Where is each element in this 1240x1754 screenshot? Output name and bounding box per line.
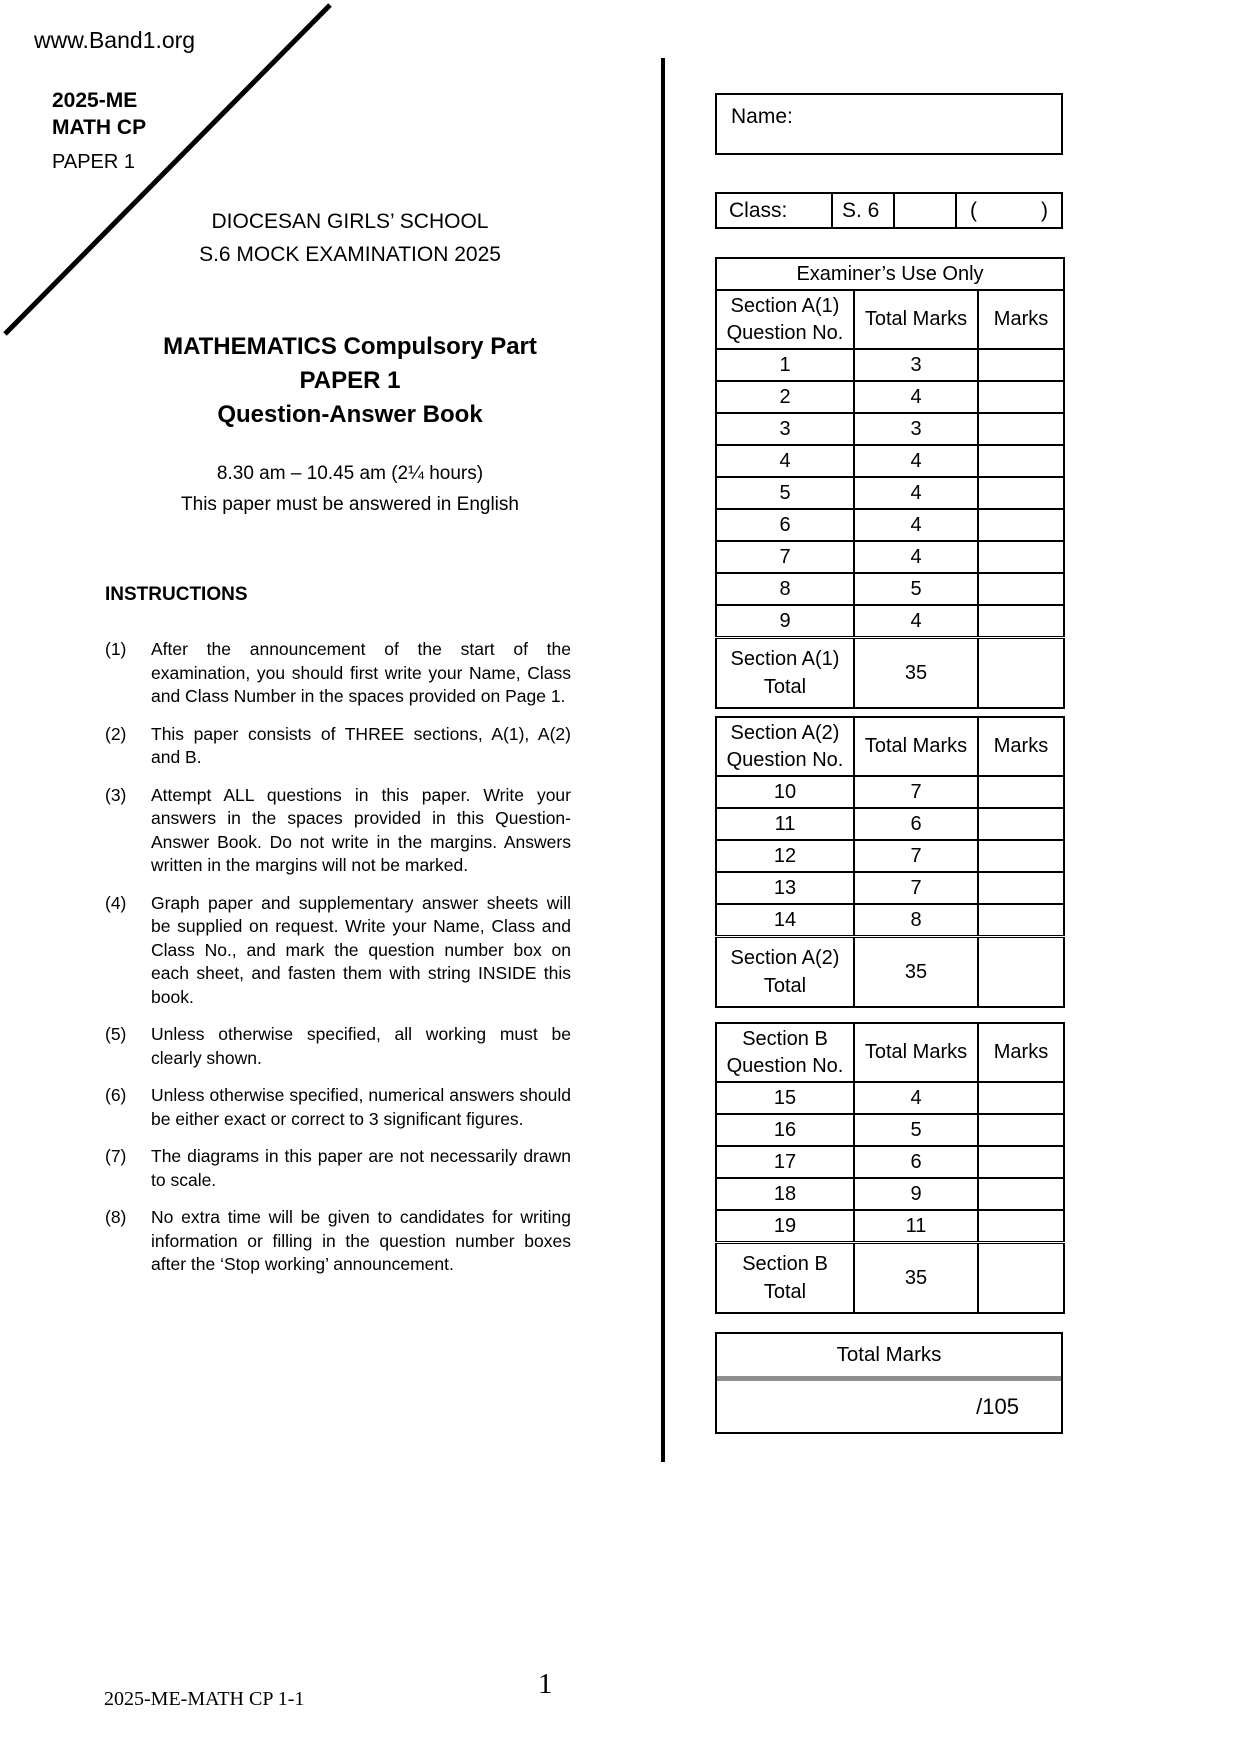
instruction-text: Unless otherwise specified, all working must be clearly shown.: [151, 1024, 571, 1068]
table-row: 18 9: [716, 1178, 1064, 1210]
table-row: 13 7: [716, 872, 1064, 904]
table-row: 8 5: [716, 573, 1064, 605]
marks-cell[interactable]: [978, 1178, 1064, 1210]
section-a1-total-label: Section A(1) Total: [716, 638, 854, 709]
table-row: 3 3: [716, 413, 1064, 445]
examiner-table-section-b: [715, 1022, 1065, 1314]
instruction-text: Unless otherwise specified, numerical answers should be either exact or correct to 3 significant figures.: [151, 1085, 571, 1129]
instruction-item-6: [105, 1084, 571, 1131]
instruction-item-1: [105, 638, 571, 709]
grand-total-box: [715, 1332, 1063, 1434]
section-a2-total-label: Section A(2) Total: [716, 937, 854, 1008]
section-b-total-value: 35: [854, 1243, 978, 1314]
exam-name: S.6 MOCK EXAMINATION 2025: [199, 243, 501, 266]
instruction-number: (4): [105, 892, 127, 913]
table-row: 14 8: [716, 904, 1064, 937]
table-row: 10 7: [716, 776, 1064, 808]
instructions-heading: INSTRUCTIONS: [105, 584, 248, 605]
column-divider-line: [661, 58, 665, 1462]
school-block: [90, 205, 610, 271]
instruction-number: (3): [105, 784, 127, 805]
exam-time: 8.30 am – 10.45 am (2¼ hours): [216, 463, 484, 484]
instruction-text: Graph paper and supplementary answer sheets will be supplied on request. Write your Name, Class and Class No., and mark the question number box on each sheet, and fasten them with string INSIDE this book.: [151, 892, 571, 1007]
table-row: 17 6: [716, 1146, 1064, 1178]
footer-page-number: 1: [538, 1668, 553, 1700]
table-row: 1 3: [716, 349, 1064, 381]
grand-total-label: Total Marks: [836, 1343, 942, 1366]
footer-paper-code: 2025-ME-MATH CP 1-1: [104, 1688, 305, 1710]
instruction-number: (8): [105, 1207, 127, 1227]
class-row: [715, 192, 1063, 229]
paper-title-line3: Question-Answer Book: [217, 401, 483, 428]
section-b-total-row: [716, 1243, 1064, 1314]
marks-cell[interactable]: [978, 776, 1064, 808]
section-a1-header: Section A(1) Question No.: [716, 290, 854, 349]
class-letter-field[interactable]: [893, 194, 955, 227]
total-marks-header: Total Marks: [854, 290, 978, 349]
grand-total-value[interactable]: /105: [976, 1393, 1019, 1419]
instruction-item-8: [105, 1206, 571, 1277]
instruction-number: (7): [105, 1146, 127, 1166]
instruction-text: This paper consists of THREE sections, A(1), A(2) and B.: [151, 723, 571, 767]
section-a1-total-row: [716, 638, 1064, 709]
marks-cell[interactable]: [978, 1114, 1064, 1146]
paper-title-block: [90, 330, 610, 432]
name-label: Name:: [731, 105, 793, 128]
table-row: 4 4: [716, 445, 1064, 477]
marks-cell[interactable]: [978, 573, 1064, 605]
marks-header: Marks: [978, 717, 1064, 776]
examiner-table-section-a1: [715, 257, 1065, 709]
table-row: 11 6: [716, 808, 1064, 840]
paper-title-line1: MATHEMATICS Compulsory Part: [163, 333, 537, 360]
marks-header: Marks: [978, 290, 1064, 349]
examiner-table-section-a2: [715, 716, 1065, 1008]
total-marks-header: Total Marks: [854, 1023, 978, 1082]
table-row: 9 4: [716, 605, 1064, 638]
paren-open: (: [970, 198, 977, 222]
name-input-area[interactable]: [715, 93, 1063, 155]
class-label: Class:: [729, 198, 788, 222]
examiner-use-only-title: Examiner’s Use Only: [716, 258, 1064, 290]
instruction-item-7: [105, 1145, 571, 1192]
section-a1-total-value: 35: [854, 638, 978, 709]
marks-header: Marks: [978, 1023, 1064, 1082]
table-row: 6 4: [716, 509, 1064, 541]
section-b-header: Section B Question No.: [716, 1023, 854, 1082]
marks-cell[interactable]: [978, 1146, 1064, 1178]
instruction-item-2: [105, 723, 571, 770]
marks-cell[interactable]: [978, 872, 1064, 904]
instruction-number: (6): [105, 1085, 127, 1105]
table-row: 7 4: [716, 541, 1064, 573]
marks-cell[interactable]: [978, 1082, 1064, 1114]
table-row: 16 5: [716, 1114, 1064, 1146]
marks-cell[interactable]: [978, 1243, 1064, 1314]
marks-cell[interactable]: [978, 937, 1064, 1008]
marks-cell[interactable]: [978, 413, 1064, 445]
instruction-number: (5): [105, 1024, 127, 1044]
marks-cell[interactable]: [978, 904, 1064, 937]
marks-cell[interactable]: [978, 445, 1064, 477]
paper-code-line1: 2025-ME: [52, 89, 138, 112]
instruction-item-3: [105, 784, 571, 878]
instruction-text: Attempt ALL questions in this paper. Write your answers in the spaces provided in this Question-Answer Book. Do not write in the margins. Answers written in the margins will not be marked.: [151, 784, 571, 875]
table-row: 19 11: [716, 1210, 1064, 1243]
marks-cell[interactable]: [978, 477, 1064, 509]
marks-cell[interactable]: [978, 638, 1064, 709]
instruction-text: After the announcement of the start of the examination, you should first write your Name, Class and Class Number in the spaces provided on Page 1.: [151, 639, 571, 706]
paper-code-line2: MATH CP: [52, 116, 147, 139]
instruction-number: (2): [105, 723, 127, 744]
school-name: DIOCESAN GIRLS’ SCHOOL: [211, 210, 489, 233]
total-marks-header: Total Marks: [854, 717, 978, 776]
paper-number-label: PAPER 1: [52, 151, 135, 173]
table-row: 5 4: [716, 477, 1064, 509]
marks-cell[interactable]: [978, 381, 1064, 413]
instruction-item-4: [105, 892, 571, 1010]
table-row: 12 7: [716, 840, 1064, 872]
instruction-text: The diagrams in this paper are not necessarily drawn to scale.: [151, 1146, 571, 1190]
section-b-total-label: Section B Total: [716, 1243, 854, 1314]
table-row: 2 4: [716, 381, 1064, 413]
language-note: This paper must be answered in English: [181, 494, 519, 515]
marks-cell[interactable]: [978, 605, 1064, 638]
marks-cell[interactable]: [978, 349, 1064, 381]
paren-close: ): [1041, 198, 1048, 222]
marks-cell[interactable]: [978, 1210, 1064, 1243]
marks-cell[interactable]: [978, 808, 1064, 840]
website-watermark: www.Band1.org: [34, 27, 196, 53]
paper-code-block: [52, 87, 146, 141]
section-a2-total-value: 35: [854, 937, 978, 1008]
marks-cell[interactable]: [978, 541, 1064, 573]
class-number-field[interactable]: [955, 194, 1061, 227]
section-a2-total-row: [716, 937, 1064, 1008]
table-row: 15 4: [716, 1082, 1064, 1114]
instruction-text: No extra time will be given to candidates for writing information or filling in the question number boxes after the ‘Stop working’ announcement.: [151, 1207, 571, 1274]
class-value: S. 6: [831, 194, 893, 227]
marks-cell[interactable]: [978, 840, 1064, 872]
section-a2-header: Section A(2) Question No.: [716, 717, 854, 776]
instructions-list: [105, 638, 571, 1291]
paper-title-line2: PAPER 1: [299, 367, 401, 394]
instruction-item-5: [105, 1023, 571, 1070]
marks-cell[interactable]: [978, 509, 1064, 541]
instruction-number: (1): [105, 639, 127, 659]
